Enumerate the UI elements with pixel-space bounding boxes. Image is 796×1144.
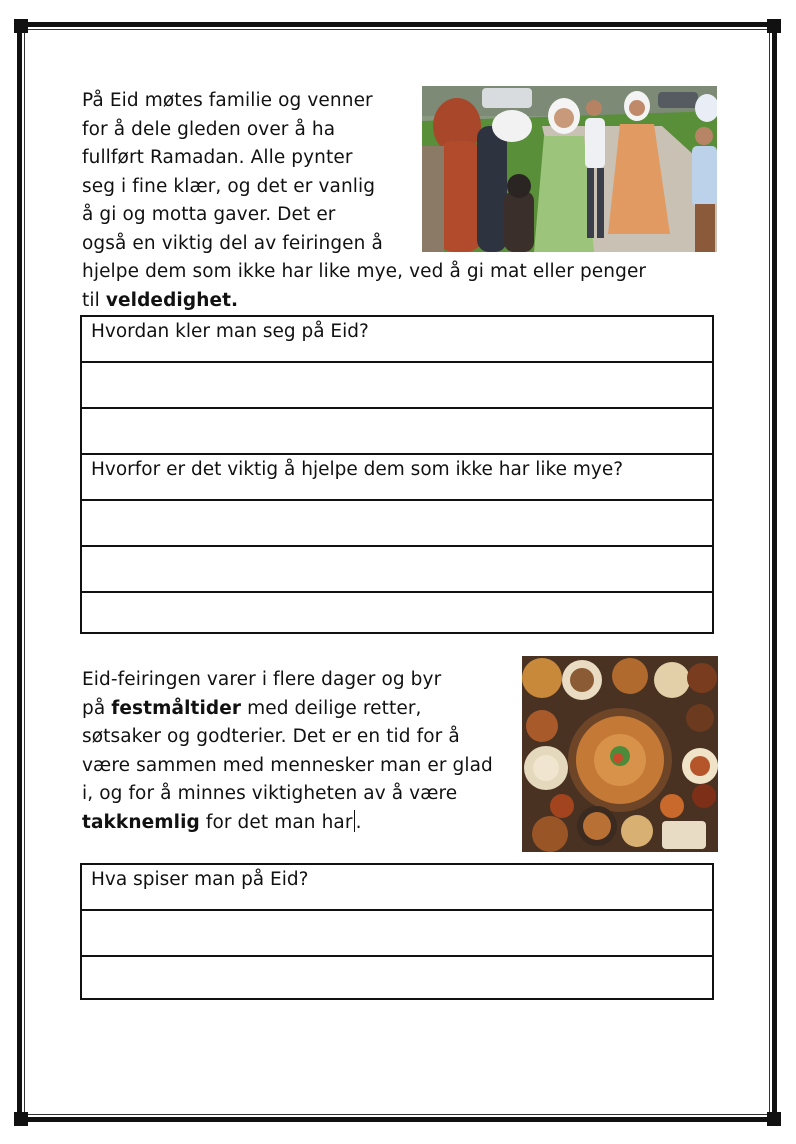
eid-family-photo [422, 86, 717, 252]
answer-line[interactable] [82, 409, 712, 455]
text-line: for å dele gleden over å ha [82, 118, 336, 140]
feast-paragraph [82, 666, 512, 837]
text-segment: med deilige retter, [241, 697, 422, 719]
border-corner [14, 1112, 28, 1126]
bold-term-takknemlig: takknemlig [82, 811, 200, 833]
bold-term-veldedighet: veldedighet. [105, 289, 239, 311]
answer-line[interactable] [82, 593, 712, 634]
text-line: hjelpe dem som ikke har like mye, ved å gi mat eller penger [82, 261, 647, 282]
text-segment: for det man har [199, 811, 353, 833]
text-line: også en viktig del av feiringen å [82, 232, 383, 254]
question-row-helping: Hvorfor er det viktig å hjelpe dem som ikke har like mye? [82, 455, 712, 501]
text-line: seg i fine klær, og det er vanlig [82, 175, 376, 197]
answer-line[interactable] [82, 501, 712, 547]
question-row-clothing: Hvordan kler man seg på Eid? [82, 317, 712, 363]
answer-line[interactable] [82, 547, 712, 593]
text-line: i, og for å minnes viktigheten av å være [82, 783, 458, 804]
text-line: å gi og motta gaver. Det er [82, 204, 336, 225]
questions-table-1 [80, 315, 714, 634]
text-line [82, 287, 722, 316]
text-segment: . [355, 811, 362, 833]
question-row-food: Hva spiser man på Eid? [82, 865, 712, 911]
answer-line[interactable] [82, 911, 712, 957]
text-line [82, 809, 512, 838]
eid-feast-photo [522, 656, 718, 852]
text-line: På Eid møtes familie og venner [82, 90, 373, 111]
border-corner [14, 19, 28, 33]
answer-line[interactable] [82, 957, 712, 998]
text-line [82, 695, 512, 724]
text-line: fullført Ramadan. Alle pynter [82, 147, 353, 168]
text-cursor [354, 810, 355, 832]
feast-illustration [522, 656, 718, 852]
answer-line[interactable] [82, 363, 712, 409]
border-corner [767, 19, 781, 33]
text-line: være sammen med mennesker man er glad [82, 754, 493, 776]
text-line: Eid-feiringen varer i flere dager og byr [82, 669, 442, 690]
text-segment: på [82, 697, 112, 719]
questions-table-2 [80, 863, 714, 1000]
border-corner [767, 1112, 781, 1126]
text-line: søtsaker og godterier. Det er en tid for å [82, 726, 460, 747]
bold-term-festmaltider: festmåltider [111, 697, 242, 719]
text-segment: til [82, 289, 106, 311]
eid-family-illustration [422, 86, 717, 252]
